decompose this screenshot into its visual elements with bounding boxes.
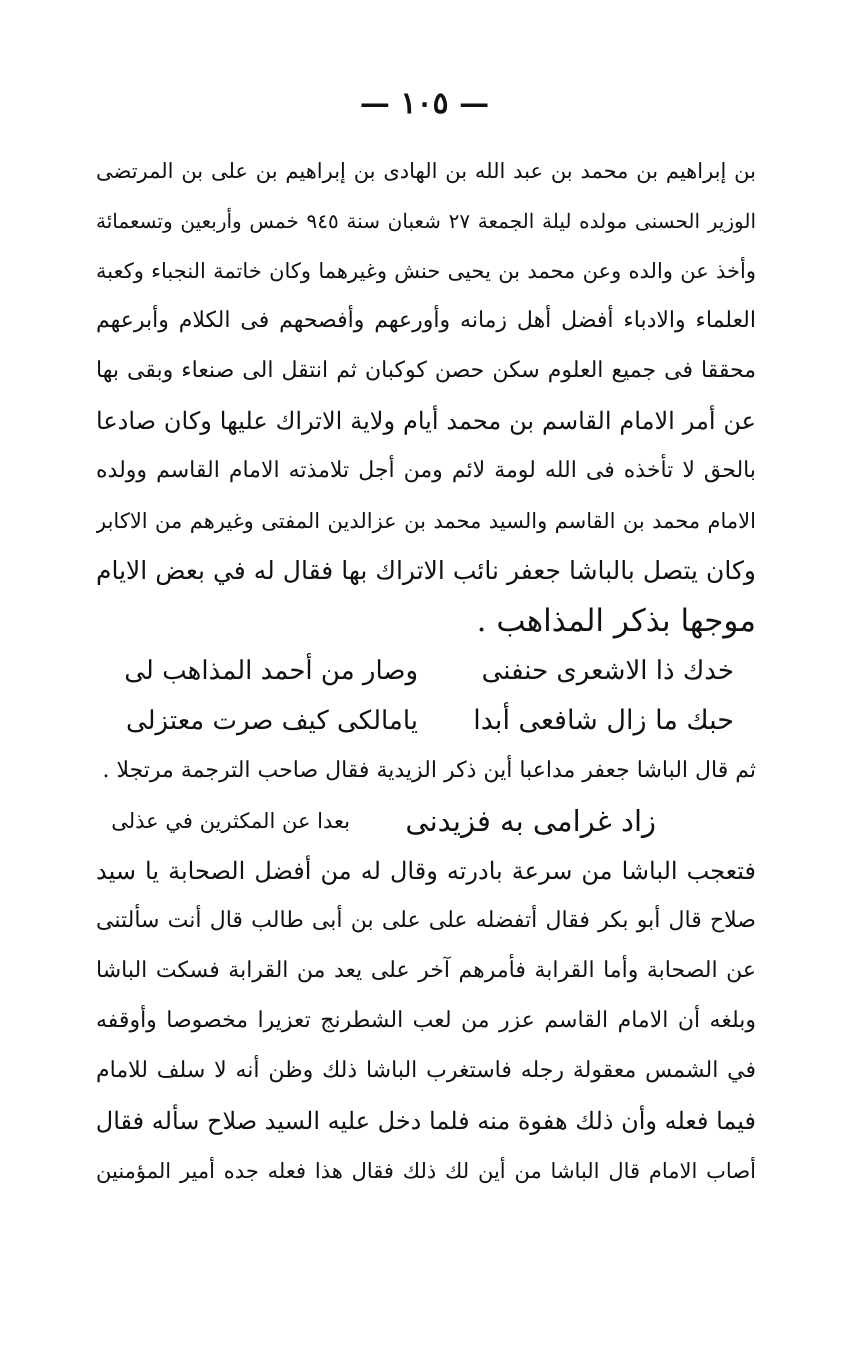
verse-first-hemistich: زاد غرامى به فزيدنى xyxy=(405,804,656,838)
paragraph xyxy=(96,146,756,646)
text-line: الامام محمد بن القاسم والسيد محمد بن عزالدين المفتى وغيرهم من الاكابر xyxy=(96,509,756,533)
text-line: بن إبراهيم بن محمد بن عبد الله بن الهادى بن إبراهيم بن على بن المرتضى xyxy=(96,159,756,183)
verse-second-hemistich: وصار من أحمد المذاهب لى xyxy=(124,656,418,686)
text-line: العلماء والادباء أفضل أهل زمانه وأورعهم وأفصحهم فى الكلام وأبرعهم xyxy=(96,308,756,333)
poem-verse xyxy=(96,646,756,696)
page-number: — ١٠٥ — xyxy=(359,86,490,121)
poem xyxy=(96,646,756,746)
poem-verse xyxy=(96,696,756,746)
verse-first-hemistich: حبك ما زال شافعى أبدا xyxy=(473,705,734,736)
text-line: وكان يتصل بالباشا جعفر نائب الاتراك بها فقال له في بعض الايام xyxy=(96,556,756,585)
text-line: فيما فعله وأن ذلك هفوة منه فلما دخل عليه السيد صلاح سأله فقال xyxy=(96,1107,756,1135)
text-line: موجها بذكر المذاهب . xyxy=(476,603,756,639)
page-body xyxy=(96,146,756,1196)
text-line: في الشمس معقولة رجله فاستغرب الباشا ذلك وظن أنه لا سلف للامام xyxy=(96,1058,756,1083)
text-line: أصاب الامام قال الباشا من أين لك ذلك فقال هذا فعله جده أمير المؤمنين xyxy=(96,1159,756,1183)
text-line: فتعجب الباشا من سرعة بادرته وقال له من أفضل الصحابة يا سيد xyxy=(96,857,756,885)
poem-verse xyxy=(96,796,756,846)
verse-second-hemistich: يامالكى كيف صرت معتزلى xyxy=(125,706,418,736)
text-line: وبلغه أن الامام القاسم عزر من لعب الشطرنج تعزيرا مخصوصا وأوقفه xyxy=(96,1008,756,1033)
paragraph xyxy=(96,846,756,1196)
text-line: الوزير الحسنى مولده ليلة الجمعة ٢٧ شعبان سنة ٩٤٥ خمس وأربعين وتسعمائة xyxy=(96,209,756,233)
text-line: عن أمر الامام القاسم بن محمد أيام ولاية الاتراك عليها وكان صادعا xyxy=(96,407,756,435)
text-line: وأخذ عن والده وعن محمد بن يحيى حنش وغيرهما وكان خاتمة النجباء وكعبة xyxy=(96,259,756,283)
text-line: محققا فى جميع العلوم سكن حصن كوكبان ثم انتقل الى صنعاء وبقى بها xyxy=(96,358,756,383)
text-line: بالحق لا تأخذه فى الله لومة لائم ومن أجل تلامذته الامام القاسم وولده xyxy=(96,458,756,483)
text-line: صلاح قال أبو بكر فقال أتفضله على على بن أبى طالب قال أنت سألتنى xyxy=(96,908,756,933)
verse-first-hemistich: خدك ذا الاشعرى حنفنى xyxy=(481,656,734,686)
poem xyxy=(96,796,756,846)
text-line: عن الصحابة وأما القرابة فأمرهم آخر على يعد من القرابة فسكت الباشا xyxy=(96,958,756,983)
paragraph xyxy=(96,746,756,796)
text-line: ثم قال الباشا جعفر مداعبا أين ذكر الزيدية فقال صاحب الترجمة مرتجلا . xyxy=(102,758,756,783)
verse-second-hemistich: بعدا عن المكثرين في عذلى xyxy=(111,809,350,833)
